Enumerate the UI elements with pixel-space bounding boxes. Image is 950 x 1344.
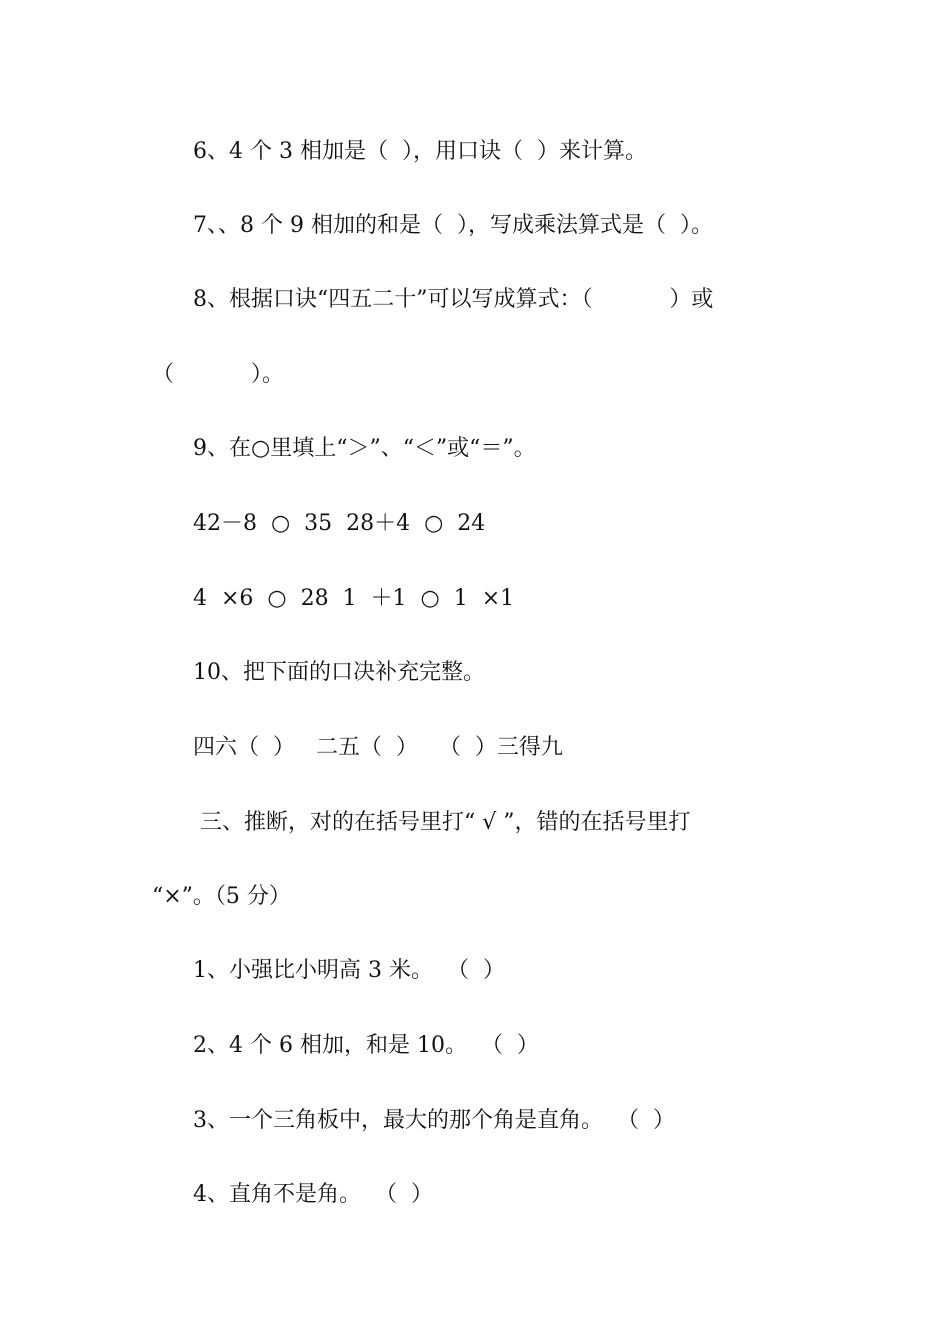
question-8-line-2: （ ）。: [152, 362, 284, 387]
section-3-heading-line-1: 三、推断，对的在括号里打“ √ ”，错的在括号里打: [193, 810, 691, 835]
judgment-item-2: 2、4 个 6 相加，和是 10。 （ ）: [193, 1033, 539, 1058]
section-3-heading-line-2: “×”。（5 分）: [152, 884, 291, 909]
question-8-line-1: 8、根据口诀“四五二十”可以写成算式：（ ）或: [193, 287, 714, 312]
judgment-item-1: 1、小强比小明高 3 米。 （ ）: [193, 958, 505, 983]
question-9-row-1: 42－8 ○ 35 28＋4 ○ 24: [193, 511, 486, 536]
question-10-row: 四六（ ） 二五（ ） （ ）三得九: [193, 735, 563, 760]
question-7: 7、、8 个 9 相加的和是（ ），写成乘法算式是（ ）。: [193, 213, 713, 238]
question-6: 6、4 个 3 相加是（ ），用口诀（ ）来计算。: [193, 139, 647, 164]
question-10: 10、把下面的口决补充完整。: [193, 660, 485, 685]
judgment-item-4: 4、直角不是角。 （ ）: [193, 1182, 433, 1207]
question-9-row-2: 4 ×6 ○ 28 1 ＋1 ○ 1 ×1: [193, 586, 515, 611]
question-9: 9、在○里填上“＞”、“＜”或“＝”。: [193, 436, 536, 461]
judgment-item-3: 3、一个三角板中，最大的那个角是直角。 （ ）: [193, 1108, 675, 1133]
